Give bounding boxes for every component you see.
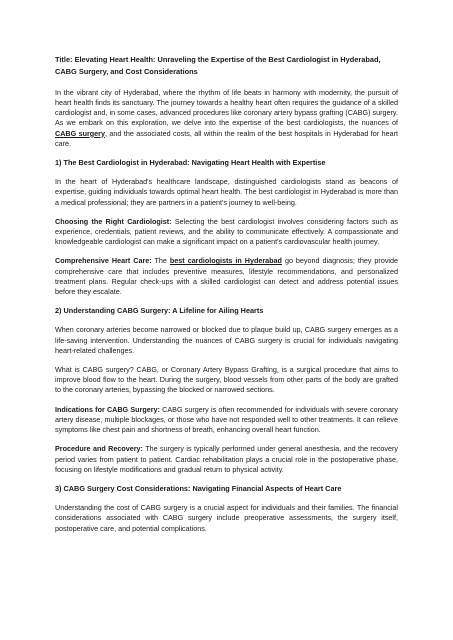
section-2-heading: 2) Understanding CABG Surgery: A Lifeline for Ailing Hearts xyxy=(55,306,264,316)
document-title: Title: Elevating Heart Health: Unraveling the Expertise of the Best Cardiologist in Hyderabad, CABG Surgery, and Cost Considerations xyxy=(55,55,381,77)
cabg-surgery-link[interactable]: CABG surgery xyxy=(55,128,105,138)
procedure-recovery-text: The surgery is typically performed under general anesthesia, and the recovery period varies from patient to patient. Cardiac rehabilitation plays a crucial role in the postoperative phase, focusing on lifestyle modifications and gradual return to physical activity. xyxy=(55,444,398,474)
procedure-recovery-lead: Procedure and Recovery: xyxy=(55,444,143,454)
comprehensive-care-text-before: The xyxy=(151,256,170,266)
section-1-heading: 1) The Best Cardiologist in Hyderabad: Navigating Heart Health with Expertise xyxy=(55,158,326,168)
section-2-paragraph-3 xyxy=(55,405,398,436)
choosing-cardiologist-lead: Choosing the Right Cardiologist: xyxy=(55,216,172,226)
intro-text-after: , and the associated costs, all within the realm of the best hospitals in Hyderabad for heart care. xyxy=(55,128,399,148)
section-2-paragraph-4 xyxy=(55,444,398,475)
intro-text-before: In the vibrant city of Hyderabad, where the rhythm of life beats in harmony with modernity, the pursuit of heart health finds its sanctuary. The journey towards a healthy heart often requires the guidance of a skilled cardiologist and, in some cases, advanced procedures like coronary artery bypass grafting (CABG) surgery. As we embark on this exploration, we delve into the expertise of the best cardiologists, the nuances of xyxy=(55,87,398,128)
document-page xyxy=(55,54,398,543)
section-2-paragraph-1: When coronary arteries become narrowed or blocked due to plaque build up, CABG surgery emerges as a life-saving intervention. Understanding the nuances of CABG surgery is crucial for individuals navigating heart-related challenges. xyxy=(55,325,398,355)
best-cardiologists-link[interactable]: best cardiologists in Hyderabad xyxy=(169,256,282,266)
intro-paragraph xyxy=(55,88,398,149)
comprehensive-care-lead: Comprehensive Heart Care: xyxy=(55,256,152,266)
section-3-paragraph-1: Understanding the cost of CABG surgery is a crucial aspect for individuals and their families. The financial considerations associated with CABG surgery include preoperative assessments, the surgery itself, postoperative care, and potential complications. xyxy=(55,503,398,533)
section-2-paragraph-2: What is CABG surgery? CABG, or Coronary Artery Bypass Grafting, is a surgical procedure that aims to improve blood flow to the heart. During the surgery, blood vessels from other parts of the body are grafted to the coronary arteries, bypassing the blocked or narrowed sections. xyxy=(55,365,398,395)
choosing-cardiologist-text: Selecting the best cardiologist involves considering factors such as experience, credentials, patient reviews, and the ability to communicate effectively. A compassionate and knowledgeable cardiologist can make a significant impact on a patient's cardiovascular health journey. xyxy=(55,216,398,247)
comprehensive-care-text-after: go beyond diagnosis; they provide comprehensive care that includes preventive measures, lifestyle recommendations, and personalized treatment plans. Regular check-ups with a skilled cardiologist can detect and address potential issues before they escalate. xyxy=(55,256,399,297)
section-1-paragraph-1: In the heart of Hyderabad's healthcare landscape, distinguished cardiologists stand as beacons of expertise, guiding individuals towards optimal heart health. The best cardiologist in Hyderabad is more than a medical professional; they are partners in a patient's journey to well-being. xyxy=(55,177,398,207)
section-1-paragraph-2 xyxy=(55,217,398,248)
indications-text: CABG surgery is often recommended for individuals with severe coronary artery disease, multiple blockages, or those who have not responded well to other treatments. It can relieve symptoms like chest pain and shortness of breath, enhancing overall heart function. xyxy=(55,404,398,435)
section-3-heading: 3) CABG Surgery Cost Considerations: Navigating Financial Aspects of Heart Care xyxy=(55,483,342,493)
indications-lead: Indications for CABG Surgery: xyxy=(55,404,160,414)
section-1-paragraph-3 xyxy=(55,256,398,297)
